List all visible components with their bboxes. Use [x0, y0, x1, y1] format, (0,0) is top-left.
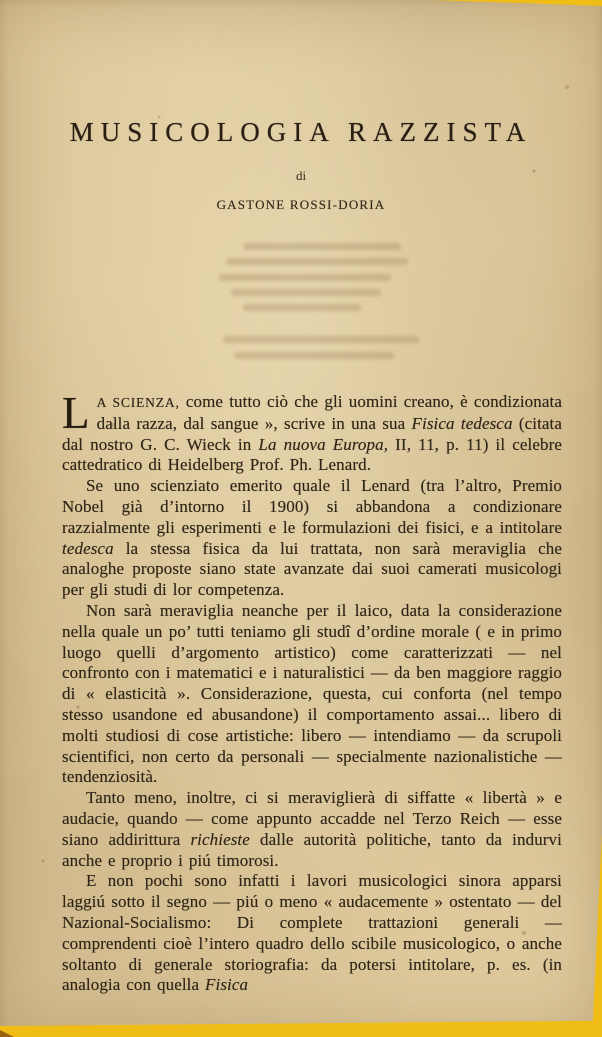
text-run: Se uno scienziato emerito quale il Lenard (tra l’altro, Premio Nobel già d’intorno il 1900) si abbandona a condizionare razzialmente gli esperimenti e le formulazioni dei fisici, e a intitolare	[62, 476, 562, 537]
article-body	[62, 388, 563, 996]
text-run: Tanto meno, inoltre, ci si meraviglierà di siffatte « libertà » e audacie, quando — come appunto accadde nel Terzo Reich — esse siano addirittura	[62, 788, 562, 849]
text-run: E non pochi sono infatti i lavori musicologici sinora apparsi laggiú sotto il segno — piú o meno « audacemente » ostentato — del Nazional-Socialismo: Di complete trattazioni generali — comprendenti cioè l’intero quadro dello scibile musicologico, o anche soltanto di generale storiografia: da potersi intitolare, p. es. (in analogia con quella	[62, 871, 562, 995]
text-run: come tutto ciò che gli uomini creano, è condizionata dalla razza, dal sangue », scrive in una sua	[96, 392, 562, 433]
paragraph	[62, 788, 562, 871]
text-run: dalle autorità politiche, tanto da indurvi anche e proprio i piú timorosi.	[62, 829, 562, 870]
byline-prefix: di	[295, 168, 307, 183]
show-through-text	[231, 289, 381, 296]
text-run: la stessa fisica da lui trattata, non sarà meraviglia che analoghe proposte siano state avanzate dai suoi camerati musicologi per gli studi di lor competenza.	[62, 538, 562, 600]
paragraph	[62, 871, 562, 996]
text-run: richieste	[190, 829, 250, 849]
show-through-text	[223, 336, 419, 343]
text-run: A SCIENZA,	[96, 395, 180, 410]
text-run: Fisica	[205, 975, 249, 995]
show-through-text	[243, 304, 361, 311]
masthead	[0, 117, 602, 213]
show-through-text	[234, 352, 394, 359]
text-run: Non sarà meraviglia neanche per il laico, data la considerazione nella quale un po’ tutti teniamo gli studî d’ordine morale ( e in primo luogo quelli d’argomento artistico) come caratterizzati — nel confronto con i matematici e i naturalistici — da ben maggiore raggio di « elasticità ». Considerazione, questa, cui conforta (nel tempo stesso usandone ed abusandone) il comportamento assai... libero di molti studiosi di cose artistiche: libero — intendiamo — da scrupoli scientifici, non certo da personali — specialmente nazionalistiche — tendenziosità.	[62, 600, 562, 787]
paper-specks	[0, 0, 2, 2]
text-run: La nuova Europa,	[258, 434, 389, 454]
paragraph	[62, 476, 562, 601]
text-run: II, 11, p. 11) il celebre cattedratico di Heidelberg Prof. Ph. Lenard.	[62, 434, 563, 475]
show-through-text	[226, 258, 408, 265]
show-through-text	[219, 274, 391, 281]
paragraph	[62, 388, 563, 476]
show-through-text	[243, 243, 401, 250]
text-run: tedesca	[62, 538, 114, 558]
paragraph	[62, 601, 562, 788]
text-run: Fisica tedesca	[411, 413, 513, 433]
page-title: MUSICOLOGIA RAZZISTA	[69, 117, 533, 147]
drop-cap: L	[62, 388, 90, 438]
author-name: GASTONE ROSSI-DORIA	[216, 197, 386, 212]
text-run: (citata dal nostro G. C. Wieck in	[62, 413, 562, 454]
